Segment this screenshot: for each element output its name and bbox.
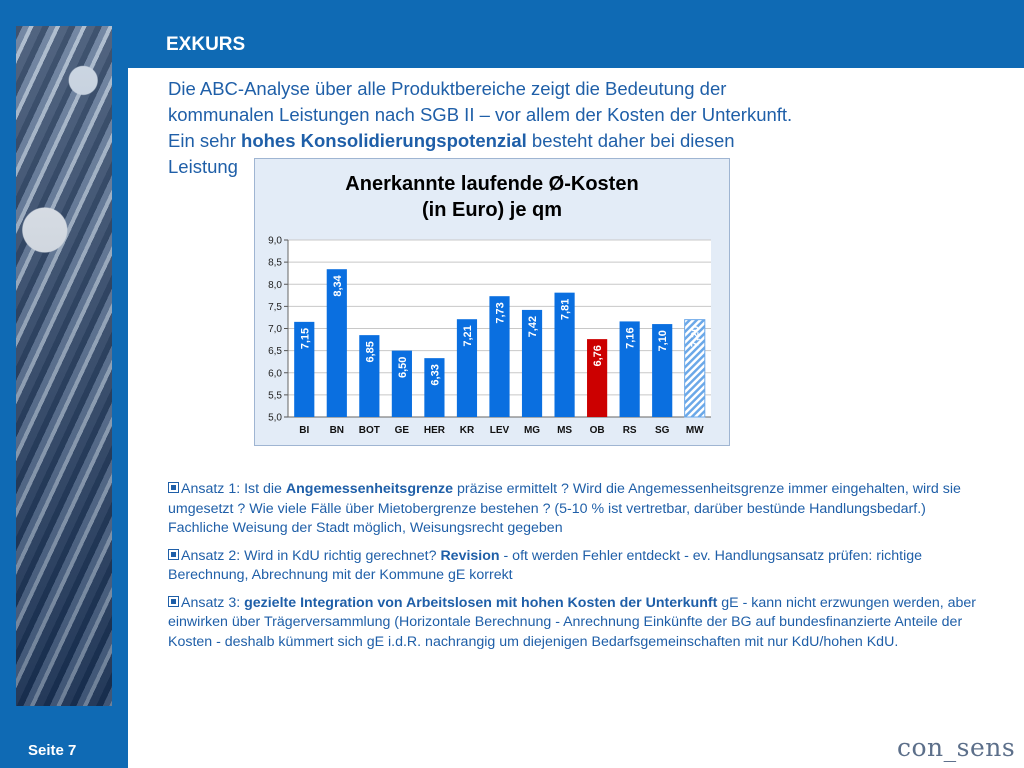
x-tick-label: BOT — [358, 425, 380, 436]
x-tick-label: MW — [685, 425, 704, 436]
x-tick-label: LEV — [489, 425, 510, 436]
bullet-list — [168, 480, 980, 660]
bar-value-label: 7,16 — [624, 327, 637, 349]
bullet-box-icon — [168, 482, 179, 493]
bullet-item-2: Ansatz 2: Wird in KdU richtig gerechnet? Revision - oft werden Fehler entdeckt - ev. Handlungsansatz prüfen: richtige Berechnung, Abrechnung mit der Kommune gE korrekt — [168, 547, 923, 583]
bar-value-label: 7,42 — [527, 315, 540, 338]
bar-value-label: 7,15 — [299, 327, 312, 350]
bullet-item-1: Ansatz 1: Ist die Angemessenheitsgrenze präzise ermittelt ? Wird die Angemessenheitsgrenze immer eingehalten, wird sie umgesetzt ? Wie viele Fälle über Mietobergrenze bestehen ? (5-10 % ist vertretbar, darüber bestünde Handlungsbedarf.) Fachliche Weisung der Stadt möglich, Weisungsrecht gegeben — [168, 481, 961, 536]
bar-value-label: 8,34 — [331, 275, 344, 297]
intro-line-3: Ein sehr hohes Konsolidierungspotenzial besteht daher bei diesen — [168, 130, 735, 151]
x-tick-label: OB — [589, 425, 605, 436]
intro-line-4: Leistung — [168, 156, 238, 177]
x-tick-label: HER — [423, 425, 445, 436]
header-bar — [0, 0, 1024, 68]
x-tick-label: SG — [654, 425, 670, 436]
bullet-box-icon — [168, 549, 179, 560]
page-number: Seite 7 — [28, 742, 77, 759]
intro-line-1: Die ABC-Analyse über alle Produktbereiche zeigt die Bedeutung der — [168, 78, 727, 99]
bar-chart — [255, 159, 729, 445]
bar-value-label: 7,21 — [461, 325, 474, 347]
bar-value-label: 7,73 — [494, 302, 507, 324]
bar-value-label: 6,50 — [396, 356, 409, 379]
y-tick-label: 8,5 — [268, 257, 282, 269]
emphasis-text: hohes Konsolidierungspotenzial — [241, 130, 527, 151]
company-logo: con_sens — [897, 733, 1016, 762]
bar-value-label: 7,81 — [559, 298, 572, 321]
bar-value-label: 6,76 — [592, 345, 605, 367]
x-tick-label: GE — [394, 425, 410, 436]
x-tick-label: RS — [622, 425, 637, 436]
y-tick-label: 8,0 — [268, 279, 282, 291]
chart-panel — [254, 158, 730, 446]
y-tick-label: 7,0 — [268, 324, 282, 335]
x-tick-label: MG — [523, 425, 541, 436]
chart-title-line-2: (in Euro) je qm — [422, 199, 562, 221]
bullet-box-icon — [168, 596, 179, 607]
y-tick-label: 9,0 — [268, 235, 282, 247]
chart-title-line-1: Anerkannte laufende Ø-Kosten — [345, 173, 639, 195]
x-tick-label: BN — [329, 425, 345, 436]
y-tick-label: 5,0 — [268, 412, 282, 424]
y-tick-label: 5,5 — [268, 390, 282, 402]
bar-value-label: 7,20 — [689, 325, 702, 348]
y-tick-label: 7,5 — [268, 301, 282, 313]
footer-bar — [0, 708, 128, 768]
bullet-item-3: Ansatz 3: gezielte Integration von Arbeitslosen mit hohen Kosten der Unterkunft gE - kann nicht erzwungen werden, aber einwirken über Trägerversammlung (Horizontale Berechnung - Anrechnung Einkünfte der BG auf bundesfinanzierte Anteile der Kosten - deshalb kümmert sich gE i.d.R. nachrangig um diejenigen Bedarfsgemeinschaften mit nur KdU/hohen KdU. — [168, 594, 977, 650]
x-tick-label: MS — [557, 425, 573, 436]
y-tick-label: 6,5 — [268, 346, 282, 358]
bar-value-label: 6,85 — [364, 341, 377, 363]
x-tick-label: KR — [459, 425, 475, 436]
intro-line-2: kommunalen Leistungen nach SGB II – vor allem der Kosten der Unterkunft. — [168, 104, 793, 125]
y-tick-label: 6,0 — [268, 368, 282, 380]
bar-value-label: 6,33 — [429, 364, 442, 386]
photo-overlay — [16, 26, 112, 706]
bar-value-label: 7,10 — [657, 330, 670, 352]
x-tick-label: BI — [299, 425, 310, 436]
slide-title: EXKURS — [166, 34, 246, 55]
